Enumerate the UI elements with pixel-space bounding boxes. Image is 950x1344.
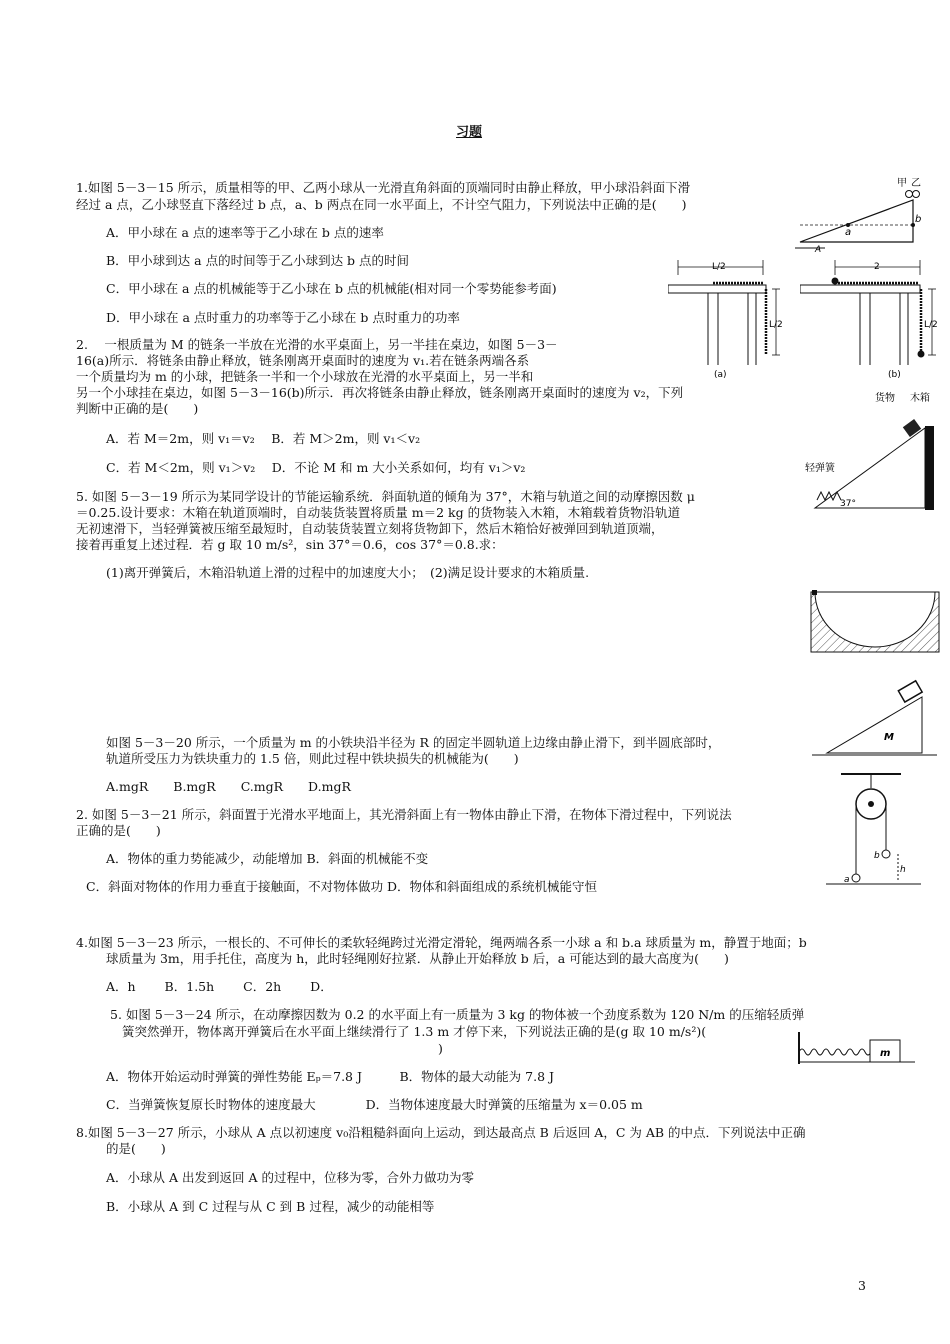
q5b-line3: ) (438, 1041, 443, 1056)
q5-line4: 接着再重复上述过程．若 g 取 10 m/s²，sin 37°＝0.6，cos 37°＝0.8.求： (76, 537, 504, 552)
iron-block (812, 590, 817, 595)
incline-wedge (827, 697, 922, 753)
q-iron-line1: 如图 5－3－20 所示，一个质量为 m 的小铁块沿半径为 R 的固定半圆轨道上边缘由静止滑下，到半圆底部时， (106, 735, 721, 750)
label-jia: 甲 (897, 178, 907, 189)
label-ball-a: a (844, 875, 850, 885)
label-half-top: 2 (874, 262, 880, 272)
q2-line1: 2. 一根质量为 M 的链条一半放在光滑的水平桌面上，另一半挂在桌边，如图 5－3－ (76, 337, 558, 352)
q2-line4: 另一个小球挂在桌边，如图 5－3－16(b)所示．再次将链条由静止释放，链条刚离开桌面时的速度为 v₂，下列 (76, 385, 684, 400)
q-incline-line1: 2. 如图 5－3－21 所示，斜面置于光滑水平地面上，其光滑斜面上有一物体由静止下滑，在物体下滑过程中，下列说法 (76, 807, 732, 822)
label-l2-side-b: L/2 (924, 320, 938, 330)
ball-jia (906, 191, 913, 198)
page-number: 3 (858, 1278, 866, 1293)
q1-option-a: A．甲小球在 a 点的速率等于乙小球在 b 点的速率 (106, 225, 384, 240)
label-l2-top: L/2 (712, 262, 726, 272)
q5b-options-cd: C．当弹簧恢复原长时物体的速度最大 D．当物体速度最大时弹簧的压缩量为 x＝0.05 m (106, 1097, 643, 1112)
q2-line3: 一个质量均为 m 的小球，把链条一半和一个小球放在光滑的水平桌面上，另一半和 (76, 369, 534, 384)
q5-line3: 无初速滑下，当轻弹簧被压缩至最短时，自动装货装置立刻将货物卸下，然后木箱恰好被弹回到轨道顶端， (76, 521, 664, 536)
q8-option-a: A．小球从 A 出发到返回 A 的过程中，位移为零，合外力做功为零 (106, 1170, 474, 1185)
q5-line1: 5. 如图 5－3－19 所示为某同学设计的节能运输系统．斜面轨道的倾角为 37°，木箱与轨道之间的动摩擦因数 μ (76, 489, 695, 504)
ball-a (852, 874, 860, 882)
q8-line2: 的是( ) (106, 1141, 166, 1156)
q5-subquestions: (1)离开弹簧后，木箱沿轨道上滑的过程中的加速度大小； (2)满足设计要求的木箱质量. (106, 565, 590, 580)
label-spring: 轻弹簧 (805, 463, 835, 474)
q1-option-d: D．甲小球在 a 点时重力的功率等于乙小球在 b 点时重力的功率 (106, 310, 460, 325)
q-incline-options-ab: A．物体的重力势能减少，动能增加 B．斜面的机械能不变 (106, 851, 429, 866)
ball-yi (913, 191, 920, 198)
ball-b (882, 850, 890, 858)
chain-figure-a (668, 255, 783, 380)
q5b-options-ab: A．物体开始运动时弹簧的弹性势能 Eₚ＝7.8 J B．物体的最大动能为 7.8 J (106, 1069, 555, 1084)
q8-line1: 8.如图 5－3－27 所示，小球从 A 点以初速度 v₀沿粗糙斜面向上运动，到达最高点 B 后返回 A，C 为 AB 的中点．下列说法中正确 (76, 1125, 806, 1140)
stopper-wall (925, 426, 934, 510)
q4-line1: 4.如图 5－3－23 所示，一根长的、不可伸长的柔软轻绳跨过光滑定滑轮，绳两端各系一小球 a 和 b.a 球质量为 m，静置于地面；b (76, 935, 807, 950)
q5b-line2: 簧突然弹开，物体离开弹簧后在水平面上继续滑行了 1.3 m 才停下来，下列说法正确的是(g 取 10 m/s²)( (122, 1024, 707, 1039)
ball-on-table (832, 278, 839, 285)
label-m: m (880, 1048, 891, 1059)
q1-option-c: C．甲小球在 a 点的机械能等于乙小球在 b 点的机械能(相对同一个零势能参考面) (106, 281, 557, 296)
label-yi: 乙 (911, 178, 921, 189)
q1-line2: 经过 a 点，乙小球竖直下落经过 b 点，a、b 两点在同一水平面上，不计空气阻力，下列说法中正确的是( ) (76, 197, 687, 212)
table-top (668, 285, 766, 293)
pulley-figure (826, 770, 926, 890)
label-A: A (815, 245, 822, 254)
incline-triangle (800, 200, 913, 242)
transport-system-figure (805, 388, 945, 518)
spring-block-figure (795, 1028, 920, 1070)
semicircle-track-figure (810, 590, 940, 655)
label-ball-b: b (874, 851, 880, 861)
q8-option-b: B．小球从 A 到 C 过程与从 C 到 B 过程，减少的动能相等 (106, 1199, 435, 1214)
q-incline-line2: 正确的是( ) (76, 823, 161, 838)
q4-options: A．h B．1.5h C．2h D． (106, 979, 333, 994)
label-fig-a: (a) (714, 370, 727, 380)
q-iron-options: A.mgR B.mgR C.mgR D.mgR (106, 779, 351, 794)
q5-line2: ＝0.25.设计要求：木箱在轨道顶端时，自动装货装置将质量 m＝2 kg 的货物装入木箱，木箱载着货物沿轨道 (76, 505, 681, 520)
label-a: a (845, 227, 852, 238)
label-cargo: 货物 (875, 393, 895, 404)
chain-figure-b (800, 255, 945, 380)
q2-line2: 16(a)所示．将链条由静止释放，链条刚离开桌面时的速度为 v₁.若在链条两端各系 (76, 353, 530, 368)
label-h: h (900, 865, 906, 875)
compressed-spring (799, 1049, 871, 1055)
incline-block-figure (812, 675, 937, 760)
label-b: b (915, 214, 922, 225)
q1-option-b: B．甲小球到达 a 点的时间等于乙小球到达 b 点的时间 (106, 253, 410, 268)
q2-line5: 判断中正确的是( ) (76, 401, 199, 416)
q5b-line1: 5. 如图 5－3－24 所示，在动摩擦因数为 0.2 的水平面上有一质量为 3 kg 的物体被一个劲度系数为 120 N/m 的压缩轻质弹 (110, 1007, 805, 1022)
q-iron-line2: 轨道所受压力为铁块重力的 1.5 倍，则此过程中铁块损失的机械能为( ) (106, 751, 519, 766)
q2-options-ab: A．若 M＝2m，则 v₁＝v₂ B．若 M＞2m，则 v₁＜v₂ (106, 431, 421, 446)
q2-options-cd: C．若 M＜2m，则 v₁＞v₂ D．不论 M 和 m 大小关系如何，均有 v₁＞v₂ (106, 460, 526, 475)
label-angle: 37° (840, 499, 856, 509)
label-box: 木箱 (910, 393, 930, 404)
label-l2-side: L/2 (769, 320, 783, 330)
page-title: 习题 (456, 125, 483, 140)
q-incline-options-cd: C．斜面对物体的作用力垂直于接触面，不对物体做功 D．物体和斜面组成的系统机械能守恒 (86, 879, 598, 894)
table-top-b (800, 285, 920, 293)
q4-line2: 球质量为 3m，用手托住，高度为 h，此时轻绳刚好拉紧．从静止开始释放 b 后，a 可能达到的最大高度为( ) (106, 951, 729, 966)
label-fig-b: (b) (888, 370, 901, 380)
label-M: M (884, 732, 894, 743)
q1-line1: 1.如图 5－3－15 所示，质量相等的甲、乙两小球从一光滑直角斜面的顶端同时由静止释放，甲小球沿斜面下滑 (76, 180, 691, 195)
ball-hanging (918, 351, 925, 358)
incline-two-balls-figure (795, 172, 930, 254)
